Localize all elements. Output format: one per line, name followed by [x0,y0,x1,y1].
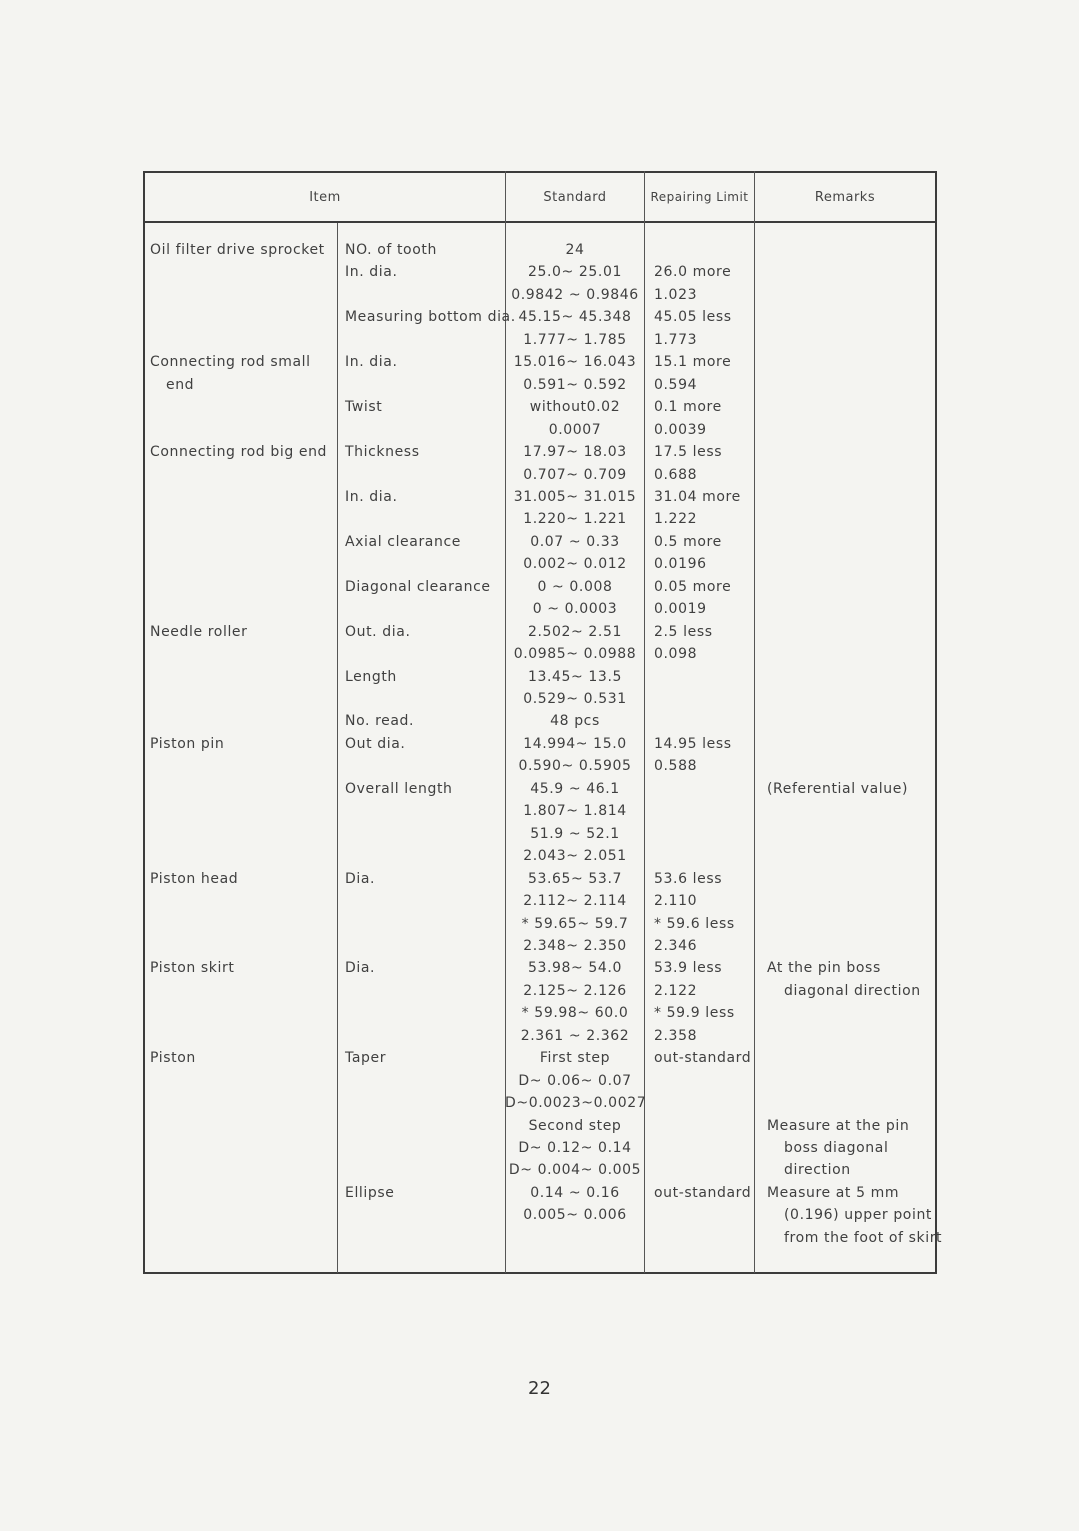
standard-value: 2.348~ 2.350 [523,938,627,954]
header-item: Item [309,189,341,205]
remark-text: Measure at 5 mm [767,1185,900,1201]
item-subitem: Twist [345,399,383,415]
standard-value: 31.005~ 31.015 [513,489,637,505]
standard-value: D~ 0.004~ 0.005 [508,1162,642,1178]
standard-value: 45.9 ~ 46.1 [530,781,620,797]
repair-limit-value: 1.023 [654,287,698,303]
repair-limit-value: 15.1 more [654,354,732,370]
repair-limit-value: 17.5 less [654,444,723,460]
standard-value: * 59.65~ 59.7 [521,916,629,932]
header-standard: Standard [543,189,607,205]
standard-value: 1.777~ 1.785 [523,332,627,348]
item-group: end [166,377,195,393]
standard-value: 0.005~ 0.006 [523,1207,627,1223]
standard-value: First step [539,1050,611,1066]
item-subitem: Dia. [345,871,376,887]
standard-value: 24 [565,242,585,258]
repair-limit-value: 1.773 [654,332,698,348]
standard-value: 2.361 ~ 2.362 [520,1028,630,1044]
repair-limit-value: out-standard [654,1185,752,1201]
repair-limit-value: 0.588 [654,758,698,774]
item-group: Piston [150,1050,196,1066]
item-subitem: In. dia. [345,264,398,280]
item-group: Piston skirt [150,960,235,976]
standard-value: 0.591~ 0.592 [523,377,627,393]
header-remarks: Remarks [814,189,876,205]
item-group: Piston pin [150,736,225,752]
standard-value: 0.707~ 0.709 [523,467,627,483]
standard-value: 53.65~ 53.7 [527,871,623,887]
col-divider-4 [754,171,755,1273]
item-group: Oil filter drive sprocket [150,242,325,258]
remark-text: from the foot of skirt [784,1230,943,1246]
item-subitem: In. dia. [345,354,398,370]
repair-limit-value: 53.6 less [654,871,723,887]
item-subitem: Diagonal clearance [345,579,491,595]
item-subitem: Overall length [345,781,453,797]
remark-text: boss diagonal [784,1140,889,1156]
standard-value: D~ 0.06~ 0.07 [518,1073,632,1089]
standard-value: 13.45~ 13.5 [527,669,623,685]
item-subitem: Thickness [345,444,420,460]
repair-limit-value: out-standard [654,1050,752,1066]
remark-text: direction [784,1162,851,1178]
item-subitem: Measuring bottom dia. [345,309,516,325]
standard-value: 2.502~ 2.51 [527,624,623,640]
remark-text: Measure at the pin [767,1118,910,1134]
repair-limit-value: 0.688 [654,467,698,483]
repair-limit-value: 14.95 less [654,736,732,752]
standard-value: 2.043~ 2.051 [523,848,627,864]
repair-limit-value: 2.358 [654,1028,698,1044]
col-divider-1 [337,223,338,1273]
standard-value: 0.14 ~ 0.16 [530,1185,620,1201]
standard-value: 1.807~ 1.814 [523,803,627,819]
standard-value: 1.220~ 1.221 [523,511,627,527]
repair-limit-value: 31.04 more [654,489,741,505]
repair-limit-value: 2.110 [654,893,698,909]
item-subitem: Length [345,669,397,685]
repair-limit-value: 0.0039 [654,422,707,438]
repair-limit-value: 0.1 more [654,399,722,415]
item-subitem: Ellipse [345,1185,395,1201]
remark-text: diagonal direction [784,983,921,999]
repair-limit-value: 2.346 [654,938,698,954]
standard-value: 0.590~ 0.5905 [518,758,632,774]
repair-limit-value: 0.5 more [654,534,722,550]
standard-value: 0 ~ 0.0003 [532,601,618,617]
item-group: Connecting rod big end [150,444,328,460]
standard-value: 15.016~ 16.043 [513,354,637,370]
standard-value: 45.15~ 45.348 [518,309,632,325]
repair-limit-value: 0.0019 [654,601,707,617]
item-subitem: No. read. [345,713,415,729]
standard-value: 2.112~ 2.114 [523,893,627,909]
standard-value: D~0.0023~0.0027 [505,1095,647,1111]
item-subitem: Out dia. [345,736,406,752]
repair-limit-value: 1.222 [654,511,698,527]
standard-value: 14.994~ 15.0 [523,736,627,752]
repair-limit-value: 2.122 [654,983,698,999]
standard-value: 0.529~ 0.531 [523,691,627,707]
remark-text: (Referential value) [767,781,909,797]
standard-value: 48 pcs [550,713,600,729]
item-subitem: NO. of tooth [345,242,437,258]
item-subitem: Dia. [345,960,376,976]
standard-value: 0.002~ 0.012 [523,556,627,572]
standard-value: Second step [528,1118,622,1134]
page-number: 22 [528,1378,551,1399]
repair-limit-value: 0.05 more [654,579,732,595]
standard-value: 25.0~ 25.01 [527,264,623,280]
standard-value: D~ 0.12~ 0.14 [518,1140,632,1156]
standard-value: 0.0985~ 0.0988 [513,646,637,662]
standard-value: without0.02 [529,399,621,415]
standard-value: 0.9842 ~ 0.9846 [511,287,639,303]
header-repairing-limit: Repairing Limit [650,190,749,204]
standard-value: 2.125~ 2.126 [523,983,627,999]
item-subitem: In. dia. [345,489,398,505]
item-group: Piston head [150,871,239,887]
remark-text: (0.196) upper point [784,1207,933,1223]
repair-limit-value: 0.594 [654,377,698,393]
item-subitem: Out. dia. [345,624,411,640]
standard-value: 17.97~ 18.03 [523,444,627,460]
item-group: Connecting rod small [150,354,311,370]
item-subitem: Axial clearance [345,534,461,550]
standard-value: 0.07 ~ 0.33 [530,534,620,550]
repair-limit-value: * 59.9 less [654,1005,735,1021]
repair-limit-value: 53.9 less [654,960,723,976]
repair-limit-value: * 59.6 less [654,916,735,932]
item-subitem: Taper [345,1050,387,1066]
standard-value: 0 ~ 0.008 [537,579,613,595]
standard-value: 0.0007 [548,422,602,438]
repair-limit-value: 2.5 less [654,624,713,640]
repair-limit-value: 26.0 more [654,264,732,280]
repair-limit-value: 0.098 [654,646,698,662]
repair-limit-value: 45.05 less [654,309,732,325]
standard-value: 51.9 ~ 52.1 [530,826,620,842]
repair-limit-value: 0.0196 [654,556,707,572]
standard-value: 53.98~ 54.0 [527,960,623,976]
standard-value: * 59.98~ 60.0 [521,1005,629,1021]
remark-text: At the pin boss [767,960,881,976]
item-group: Needle roller [150,624,248,640]
